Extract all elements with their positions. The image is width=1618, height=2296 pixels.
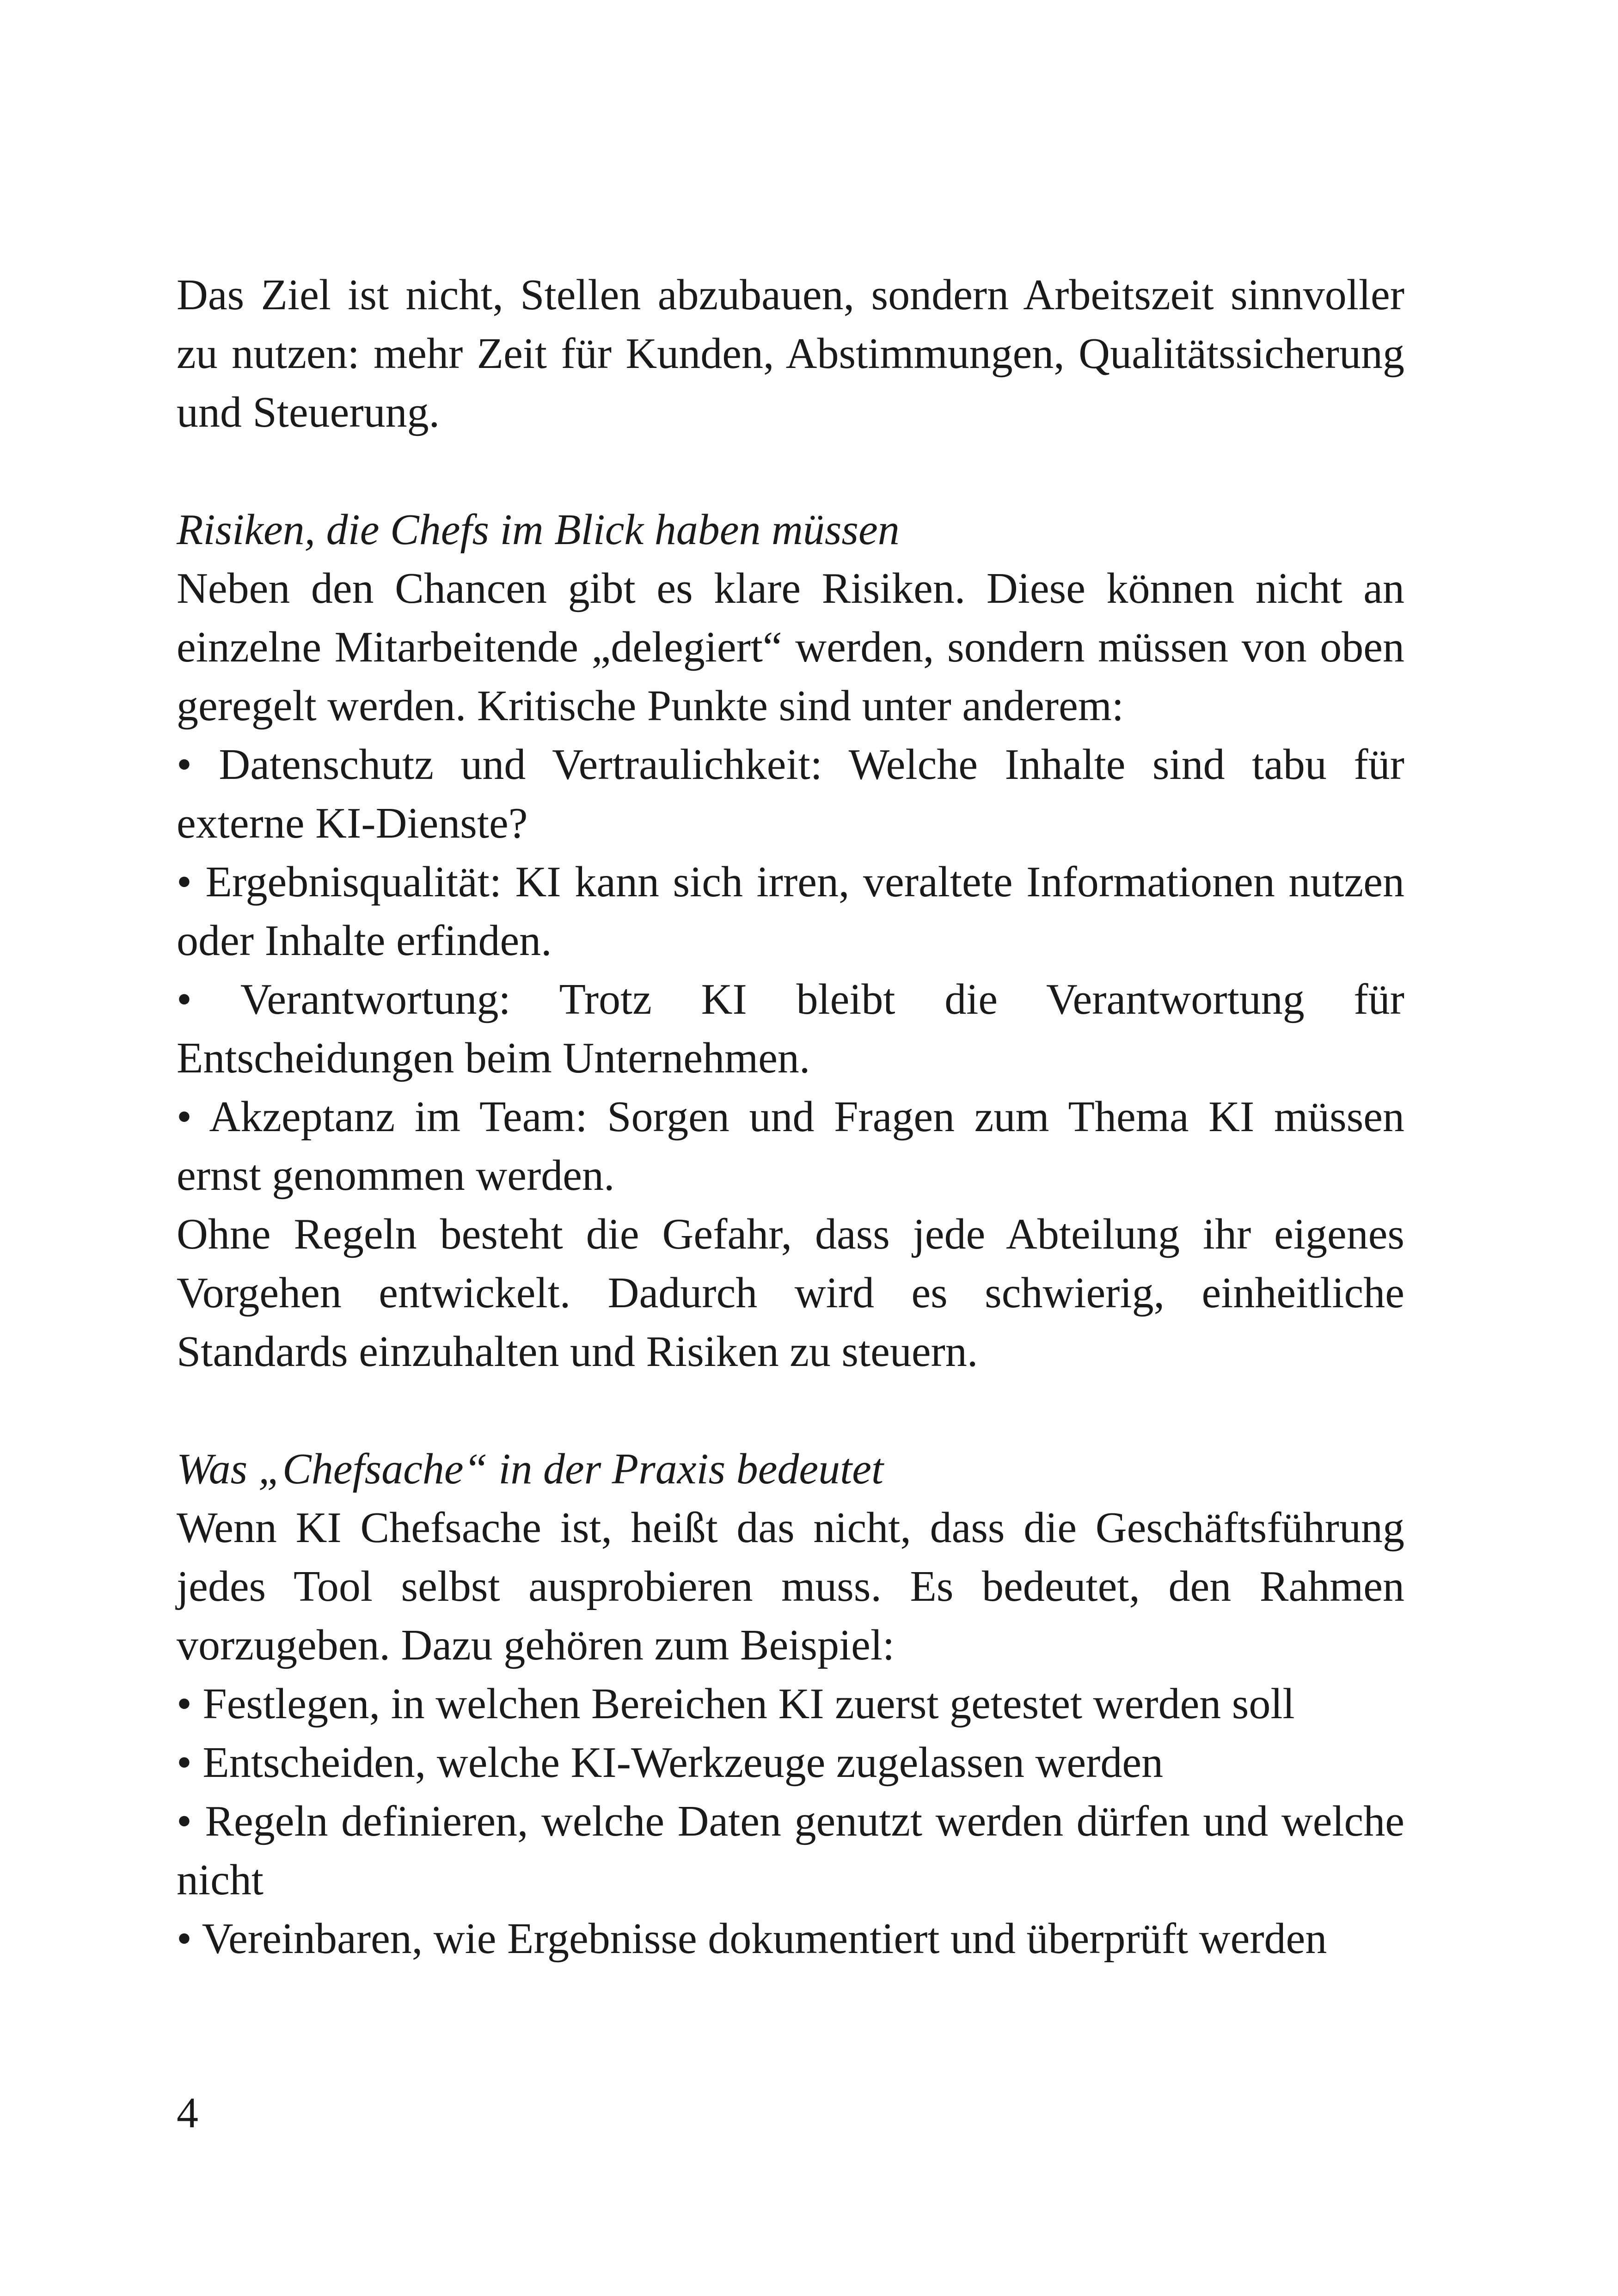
- page-body: [177, 266, 1404, 1968]
- chefsache-bullet-tools: • Entscheiden, welche KI-Werkzeuge zugelassen werden: [177, 1739, 1164, 1787]
- page-number: 4: [177, 2089, 198, 2137]
- risk-bullet-result-quality: • Ergebnisqualität: KI kann sich irren, veraltete Informationen nutzen oder Inhalte erfinden.: [177, 858, 1404, 965]
- section-heading-chefsache: Was „Chefsache“ in der Praxis bedeutet: [177, 1445, 884, 1493]
- section-heading-risks: Risiken, die Chefs im Blick haben müssen: [177, 506, 900, 554]
- risk-bullet-team-acceptance: • Akzeptanz im Team: Sorgen und Fragen zum Thema KI müssen ernst genommen werden.: [177, 1093, 1404, 1200]
- risks-lead-paragraph: Neben den Chancen gibt es klare Risiken. Diese können nicht an einzelne Mitarbeitende „delegiert“ werden, sondern müssen von oben geregelt werden. Kritische Punkte sind unter anderem:: [177, 564, 1404, 730]
- risks-closing-paragraph: Ohne Regeln besteht die Gefahr, dass jede Abteilung ihr eigenes Vorgehen entwickelt. Dadurch wird es schwierig, einheitliche Standards einzuhalten und Risiken zu steuern.: [177, 1210, 1404, 1376]
- intro-paragraph: Das Ziel ist nicht, Stellen abzubauen, sondern Arbeitszeit sinnvoller zu nutzen: mehr Zeit für Kunden, Abstimmungen, Qualitätssicherung und Steuerung.: [177, 271, 1404, 436]
- chefsache-lead-paragraph: Wenn KI Chefsache ist, heißt das nicht, dass die Geschäftsführung jedes Tool selbst ausprobieren muss. Es bedeutet, den Rahmen vorzugeben. Dazu gehören zum Beispiel:: [177, 1504, 1404, 1669]
- risk-bullet-responsibility: • Verantwortung: Trotz KI bleibt die Verantwortung für Entscheidungen beim Unternehmen.: [177, 975, 1404, 1082]
- chefsache-bullet-areas: • Festlegen, in welchen Bereichen KI zuerst getestet werden soll: [177, 1680, 1295, 1728]
- risk-bullet-data-protection: • Datenschutz und Vertraulichkeit: Welche Inhalte sind tabu für externe KI-Dienste?: [177, 741, 1404, 847]
- chefsache-bullet-data-rules: • Regeln definieren, welche Daten genutzt werden dürfen und welche nicht: [177, 1797, 1404, 1904]
- paragraph-spacer: [177, 442, 1404, 501]
- chefsache-bullet-documentation: • Vereinbaren, wie Ergebnisse dokumentiert und überprüft werden: [177, 1915, 1327, 1963]
- paragraph-spacer: [177, 1381, 1404, 1440]
